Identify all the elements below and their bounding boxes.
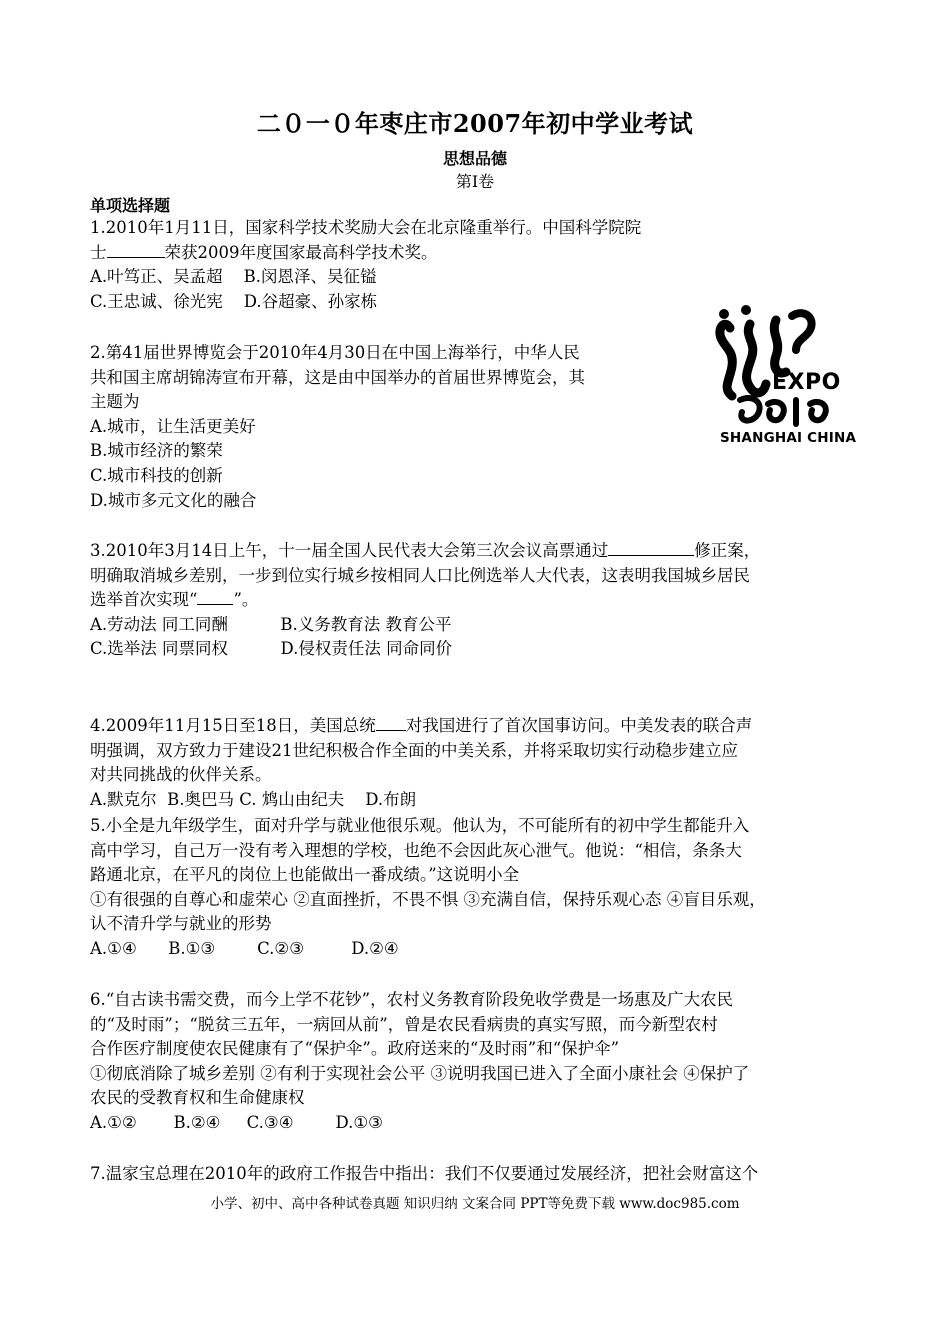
q6-line: 合作医疗制度使农民健康有了“保护伞”。政府送来的“及时雨”和“保护伞”	[90, 1039, 620, 1059]
q2-option: D.城市多元文化的融合	[90, 490, 257, 510]
question-2	[90, 341, 710, 513]
q3-text: 选举首次实现“	[90, 590, 198, 610]
q2-option: B.城市经济的繁荣	[90, 441, 223, 461]
q5-line: ①有很强的自尊心和虚荣心 ②直面挫折，不畏不惧 ③充满自信，保持乐观心态 ④盲目乐观，	[90, 889, 766, 909]
q2-option: A.城市，让生活更美好	[90, 416, 256, 436]
q1-options: A.叶笃正、吴孟超 B.闵恩泽、吴征镒	[90, 267, 377, 287]
q6-line: 6.“自古读书需交费，而今上学不花钞”，农村义务教育阶段免收学费是一场惠及广大农民	[90, 990, 734, 1009]
q4-line	[90, 714, 870, 739]
q3-line	[90, 539, 870, 564]
answer-blank	[197, 590, 233, 605]
q2-line: 共和国主席胡锦涛宣布开幕，这是由中国举办的首届世界博览会，其	[90, 367, 585, 387]
q6-line: 农民的受教育权和生命健康权	[90, 1088, 305, 1108]
q1-line	[90, 241, 870, 266]
answer-blank	[376, 716, 406, 731]
q6-options: A.①② B.②④ C.③④ D.①③	[90, 1112, 383, 1132]
q6-line: ①彻底消除了城乡差别 ②有利于实现社会公平 ③说明我国已进入了全面小康社会 ④保护了	[90, 1063, 750, 1083]
q5-line: 路通北京，在平凡的岗位上也能做出一番成绩。”这说明小全	[90, 865, 520, 885]
q3-text: 3.2010年3月14日上午，十一届全国人民代表大会第三次会议高票通过	[90, 541, 609, 560]
q3-text: 修正案，	[694, 541, 761, 560]
question-6	[90, 988, 870, 1136]
question-5	[90, 814, 870, 962]
answer-blank	[608, 541, 694, 556]
q3-text: ”。	[233, 590, 259, 610]
question-4	[90, 714, 870, 812]
q4-text: 4.2009年11月15日至18日，美国总统	[90, 716, 376, 735]
section-heading: 单项选择题	[90, 196, 171, 215]
q2-line: 主题为	[90, 392, 140, 412]
q1-text: 荣获2009年度国家最高科学技术奖。	[164, 242, 438, 262]
page-footer: 小学、初中、高中各种试卷真题 知识归纳 文案合同 PPT等免费下载 www.doc985.com	[210, 1196, 740, 1212]
q4-line: 对共同挑战的伙伴关系。	[90, 765, 272, 785]
q1-text: 士	[90, 242, 107, 262]
expo-brand: EXPO	[772, 370, 841, 395]
q1-line: 1.2010年1月11日，国家科学技术奖励大会在北京隆重举行。中国科学院院	[90, 218, 642, 237]
question-3	[90, 539, 870, 662]
q2-option: C.城市科技的创新	[90, 465, 223, 485]
q7-line: 7.温家宝总理在2010年的政府工作报告中指出：我们不仅要通过发展经济，把社会财富这个	[90, 1164, 759, 1183]
q3-line: 明确取消城乡差别，一步到位实行城乡按相同人口比例选举人大代表，这表明我国城乡居民	[90, 565, 750, 585]
q1-options: C.王忠诚、徐光宪 D.谷超豪、孙家栋	[90, 291, 378, 311]
q5-line: 高中学习，自己万一没有考入理想的学校，也绝不会因此灰心泄气。他说：“相信，条条大	[90, 840, 742, 860]
q5-options: A.①④ B.①③ C.②③ D.②④	[90, 938, 399, 958]
question-7	[90, 1162, 870, 1187]
volume-label: 第Ⅰ卷	[455, 172, 495, 191]
q3-options: A.劳动法 同工同酬 B.义务教育法 教育公平	[90, 614, 452, 634]
q4-line: 明强调，双方致力于建设21世纪积极合作全面的中美关系，并将采取切实行动稳步建立应	[90, 740, 738, 760]
q2-line: 2.第41届世界博览会于2010年4月30日在中国上海举行，中华人民	[90, 343, 580, 362]
q6-line: 的“及时雨”；“脱贫三五年，一病回从前”，曾是农民看病贵的真实写照，而今新型农村	[90, 1014, 718, 1034]
q4-options: A.默克尔 B.奥巴马 C. 鸩山由纪夫 D.布朗	[90, 789, 417, 809]
q3-line	[90, 588, 870, 613]
subject-title: 思想品德	[442, 149, 507, 168]
q4-text: 对我国进行了首次国事访问。中美发表的联合声	[405, 716, 753, 735]
expo-tagline: SHANGHAI CHINA	[720, 430, 857, 446]
q5-line: 认不清升学与就业的形势	[90, 914, 272, 934]
exam-title: 二０一０年枣庄市2007年初中学业考试	[256, 109, 694, 138]
q3-options: C.选举法 同票同权 D.侵权责任法 同命同价	[90, 639, 453, 659]
answer-blank	[107, 243, 165, 258]
q5-line: 5.小全是九年级学生，面对升学与就业他很乐观。他认为，不可能所有的初中学生都能升入	[90, 816, 750, 835]
